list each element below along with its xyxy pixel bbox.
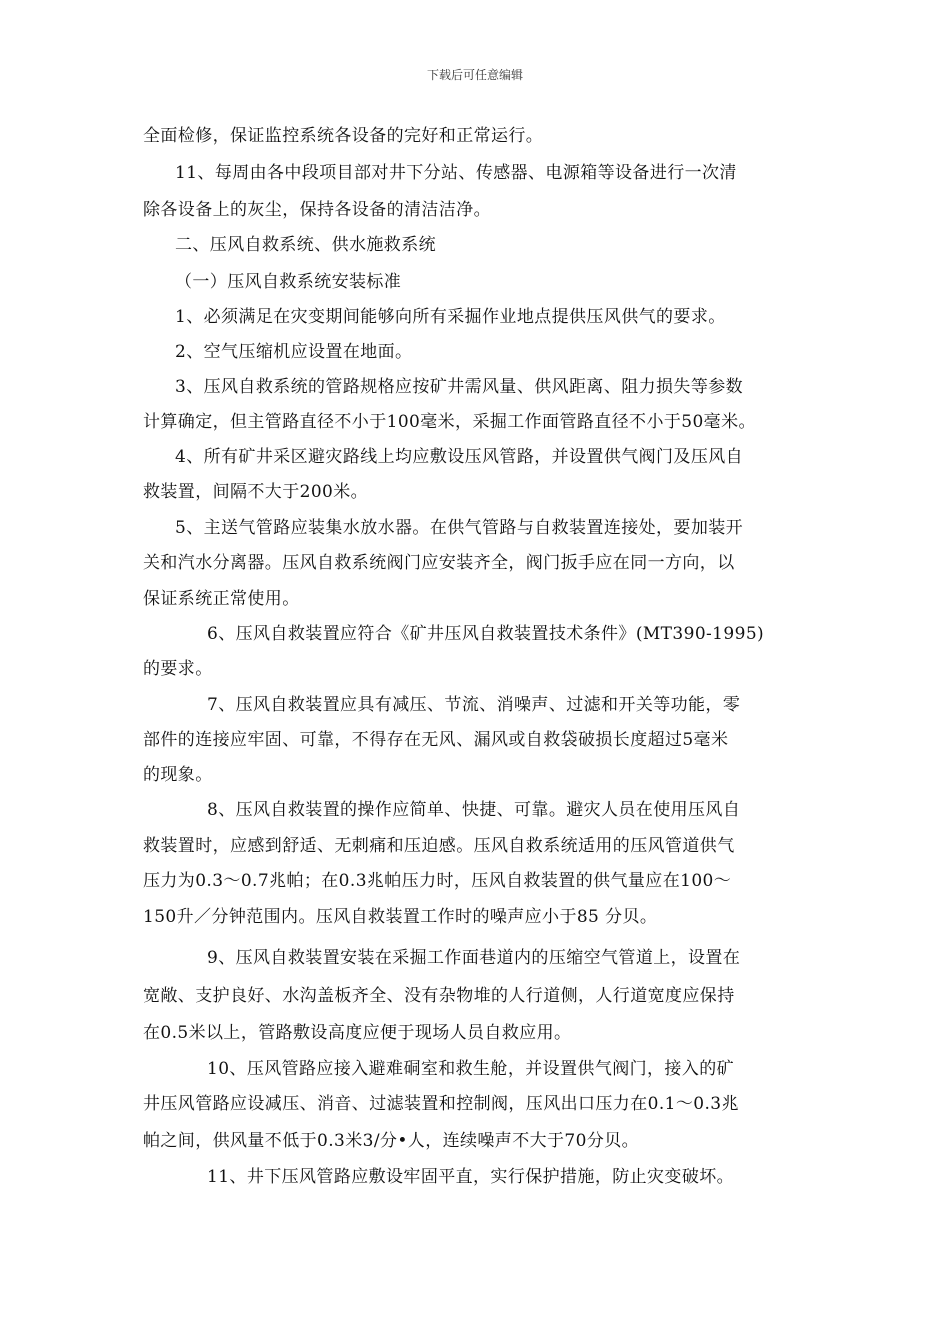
body-line: 5、主送气管路应装集水放水器。在供气管路与自救装置连接处，要加装开	[175, 518, 744, 538]
body-line: 宽敞、支护良好、水沟盖板齐全、没有杂物堆的人行道侧，人行道宽度应保持	[143, 986, 735, 1006]
subsection-heading: （一）压风自救系统安装标准	[175, 272, 402, 292]
page-header: 下载后可任意编辑	[426, 68, 523, 82]
body-line: 救装置时，应感到舒适、无刺痛和压迫感。压风自救系统适用的压风管道供气	[143, 836, 735, 856]
body-line: 7、压风自救装置应具有减压、节流、消噪声、过滤和开关等功能，零	[207, 695, 741, 715]
body-line: 9、压风自救装置安装在采掘工作面巷道内的压缩空气管道上，设置在	[207, 948, 741, 968]
body-line: 的现象。	[143, 765, 213, 785]
body-line: 帕之间，供风量不低于0.3米3/分•人，连续噪声不大于70分贝。	[143, 1131, 640, 1151]
body-line: 全面检修，保证监控系统各设备的完好和正常运行。	[143, 126, 544, 146]
body-line: 3、压风自救系统的管路规格应按矿井需风量、供风距离、阻力损失等参数	[175, 377, 744, 397]
body-line: 在0.5米以上，管路敷设高度应便于现场人员自救应用。	[143, 1023, 572, 1043]
body-line: 救装置，间隔不大于200米。	[143, 482, 369, 502]
body-line: 11、井下压风管路应敷设牢固平直，实行保护措施，防止灾变破坏。	[207, 1167, 735, 1187]
body-line: 150升／分钟范围内。压风自救装置工作时的噪声应小于85 分贝。	[143, 907, 658, 927]
body-line: 的要求。	[143, 659, 213, 679]
body-line: 除各设备上的灰尘，保持各设备的清洁洁净。	[143, 200, 491, 220]
body-line: 压力为0.3～0.7兆帕；在0.3兆帕压力时，压风自救装置的供气量应在100～	[143, 871, 732, 891]
body-line: 保证系统正常使用。	[143, 589, 300, 609]
body-line: 1、必须满足在灾变期间能够向所有采掘作业地点提供压风供气的要求。	[175, 307, 726, 327]
body-line: 计算确定，但主管路直径不小于100毫米，采掘工作面管路直径不小于50毫米。	[143, 412, 756, 432]
body-line: 井压风管路应设减压、消音、过滤装置和控制阀，压风出口压力在0.1～0.3兆	[143, 1094, 739, 1114]
body-line: 10、压风管路应接入避难硐室和救生舱，并设置供气阀门，接入的矿	[207, 1059, 735, 1079]
section-heading: 二、压风自救系统、供水施救系统	[175, 235, 436, 255]
body-line: 8、压风自救装置的操作应简单、快捷、可靠。避灾人员在使用压风自	[207, 800, 741, 820]
body-line: 4、所有矿井采区避灾路线上均应敷设压风管路，并设置供气阀门及压风自	[175, 447, 744, 467]
body-line: 6、压风自救装置应符合《矿井压风自救装置技术条件》(MT390-1995)	[207, 624, 765, 644]
body-line: 关和汽水分离器。压风自救系统阀门应安装齐全，阀门扳手应在同一方向，以	[143, 553, 735, 573]
body-line: 2、空气压缩机应设置在地面。	[175, 342, 413, 362]
body-line: 11、每周由各中段项目部对井下分站、传感器、电源箱等设备进行一次清	[175, 163, 737, 183]
body-line: 部件的连接应牢固、可靠，不得存在无风、漏风或自救袋破损长度超过5毫米	[143, 730, 729, 750]
